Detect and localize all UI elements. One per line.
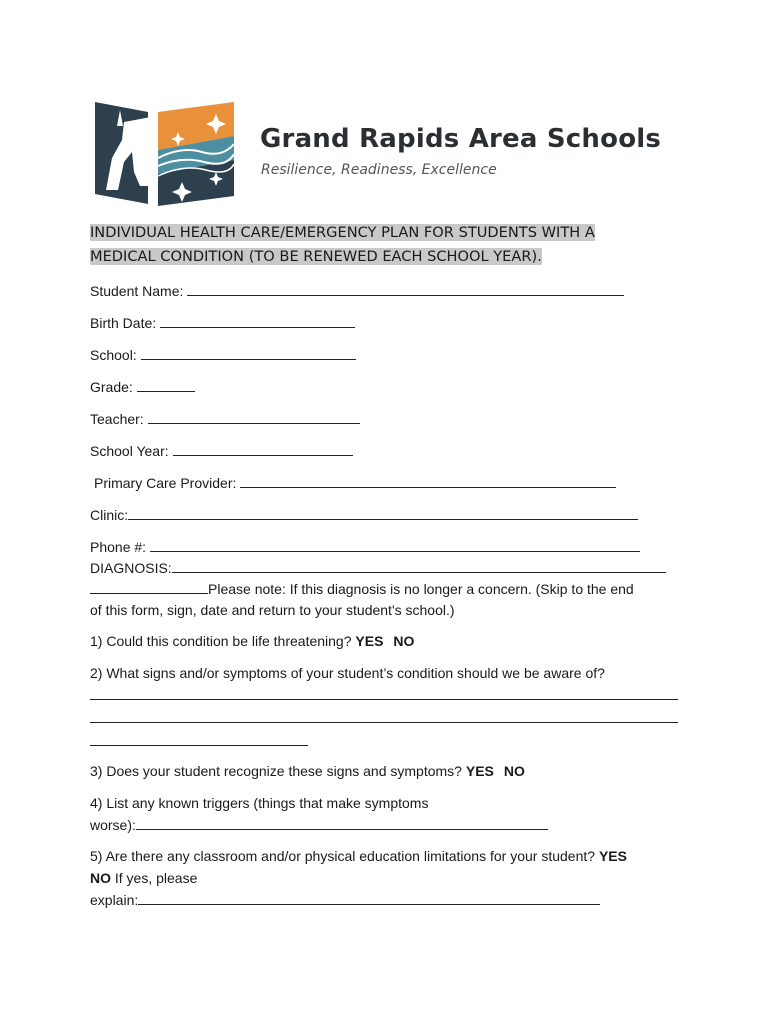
school-year-label: School Year:	[90, 443, 169, 459]
clinic-field[interactable]	[128, 505, 638, 520]
diagnosis-note-line-2: of this form, sign, date and return to your student's school.)	[90, 602, 455, 618]
phone-field[interactable]	[150, 537, 640, 552]
question-5-no[interactable]: NO	[90, 870, 111, 886]
question-5-row-1	[90, 847, 627, 865]
diagnosis-row	[90, 558, 666, 577]
clinic-label: Clinic:	[90, 507, 129, 523]
primary-care-provider-field[interactable]	[240, 473, 616, 488]
question-4-line-2: worse):	[90, 817, 136, 833]
question-5-row-2	[90, 869, 197, 887]
form-title	[90, 221, 670, 269]
school-year-row	[90, 441, 353, 460]
phone-label: Phone #:	[90, 539, 147, 555]
grade-field[interactable]	[137, 377, 195, 392]
question-3-yes[interactable]: YES	[465, 763, 494, 779]
birth-date-row	[90, 313, 355, 332]
question-1-row	[90, 632, 414, 650]
org-name: Grand Rapids Area Schools	[260, 124, 662, 154]
question-2: 2) What signs and/or symptoms of your student’s condition should we be aware of?	[90, 665, 605, 681]
primary-care-provider-row	[94, 473, 616, 492]
student-name-row	[90, 281, 624, 300]
phone-row	[90, 537, 640, 556]
form-title-line-2: MEDICAL CONDITION (TO BE RENEWED EACH SCHOOL YEAR).	[90, 248, 542, 265]
school-row	[90, 345, 356, 364]
diagnosis-note-text: Please note: If this diagnosis is no longer a concern. (Skip to the end	[208, 581, 634, 597]
teacher-label: Teacher:	[90, 411, 144, 427]
question-2-answer-line-1[interactable]	[90, 699, 678, 700]
school-field[interactable]	[141, 345, 356, 360]
question-1-yes[interactable]: YES	[355, 633, 384, 649]
diagnosis-note-row	[90, 579, 634, 598]
question-3: 3) Does your student recognize these signs and symptoms?	[90, 763, 462, 779]
primary-care-provider-label: Primary Care Provider:	[94, 475, 237, 491]
question-3-row	[90, 762, 525, 780]
school-year-field[interactable]	[173, 441, 353, 456]
grade-label: Grade:	[90, 379, 133, 395]
org-tagline: Resilience, Readiness, Excellence	[261, 162, 497, 178]
clinic-row	[90, 505, 638, 524]
question-2-answer-line-3[interactable]	[90, 745, 308, 746]
question-5-if-yes: If yes, please	[114, 870, 198, 886]
teacher-field[interactable]	[148, 409, 360, 424]
question-3-no[interactable]: NO	[503, 763, 525, 779]
question-4-field[interactable]	[136, 815, 548, 830]
diagnosis-field[interactable]	[172, 558, 666, 573]
birth-date-field[interactable]	[160, 313, 355, 328]
school-label: School:	[90, 347, 137, 363]
question-4-row	[90, 815, 548, 834]
student-name-field[interactable]	[187, 281, 624, 296]
question-5-explain-field[interactable]	[138, 890, 600, 905]
grade-row	[90, 377, 195, 396]
question-1: 1) Could this condition be life threatening?	[90, 633, 352, 649]
question-5-explain-label: explain:	[90, 892, 139, 908]
question-5: 5) Are there any classroom and/or physical education limitations for your student?	[90, 848, 596, 864]
teacher-row	[90, 409, 360, 428]
form-title-line-1: INDIVIDUAL HEALTH CARE/EMERGENCY PLAN FOR STUDENTS WITH A	[90, 224, 595, 241]
diagnosis-label: DIAGNOSIS:	[90, 560, 172, 576]
question-1-no[interactable]: NO	[393, 633, 415, 649]
question-5-yes[interactable]: YES	[598, 848, 627, 864]
birth-date-label: Birth Date:	[90, 315, 157, 331]
question-2-answer-line-2[interactable]	[90, 722, 678, 723]
question-5-row-3	[90, 890, 600, 909]
student-name-label: Student Name:	[90, 283, 184, 299]
school-logo-icon	[92, 100, 238, 206]
diagnosis-note-field[interactable]	[90, 579, 208, 594]
question-4-line-1: 4) List any known triggers (things that make symptoms	[90, 795, 429, 811]
